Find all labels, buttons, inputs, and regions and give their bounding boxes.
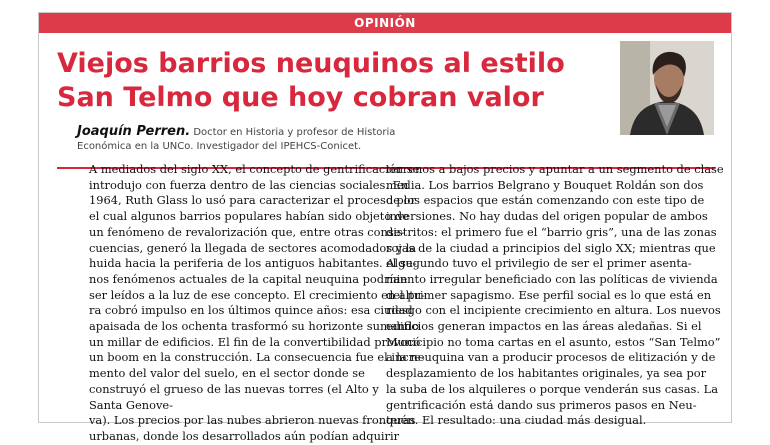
- author-name: Joaquín Perren.: [77, 124, 191, 139]
- text-line: inversiones. No hay dudas del origen popular de ambos: [386, 209, 708, 224]
- text-line: A mediados del siglo XX, el concepto de gentrificación se: [89, 162, 420, 176]
- text-line: urbanas, donde los desarrollados aún podían adquirir: [89, 428, 400, 443]
- text-line: la suba de los alquileres o porque venderán sus casas. La: [386, 381, 718, 396]
- text-line: gentrificación está dando sus primeros pasos en Neu-: [386, 397, 697, 412]
- text-line: el cual algunos barrios populares habían sido objeto de: [89, 209, 409, 224]
- author-byline: [77, 125, 407, 154]
- text-line: media. Los barrios Belgrano y Bouquet Roldán son dos: [386, 177, 704, 192]
- text-line: desplazamiento de los habitantes originales, ya sea por: [386, 366, 707, 381]
- text-line: de los espacios que están comenzando con este tipo de: [386, 193, 705, 208]
- text-line: apaisada de los ochenta trasformó su horizonte sumando: [89, 319, 420, 334]
- article-column-2: [386, 162, 724, 429]
- text-line: nos fenómenos actuales de la capital neuquina podrían: [89, 271, 408, 286]
- headline-line: Viejos barrios neuquinos al estilo: [57, 48, 565, 79]
- text-line: distritos: el primero fue el “barrio gris”, una de las zonas: [386, 224, 717, 239]
- text-line: introdujo con fuerza dentro de las ciencias sociales. En: [89, 177, 409, 192]
- text-line: un millar de edificios. El fin de la convertibilidad provocó: [89, 334, 421, 349]
- text-line: el segundo tuvo el privilegio de ser el primer asenta-: [386, 256, 692, 271]
- text-line: rojas de la ciudad a principios del siglo XX; mientras que: [386, 240, 716, 255]
- text-line: Municipio no toma cartas en el asunto, estos “San Telmo”: [386, 334, 721, 349]
- text-line: miento irregular beneficiado con las políticas de vivienda: [386, 271, 718, 286]
- text-line: cuencias, generó la llegada de sectores acomodados y la: [89, 240, 417, 255]
- text-line: ra cobró impulso en los últimos quince años: esa ciudad: [89, 303, 413, 318]
- text-line: 1964, Ruth Glass lo usó para caracterizar el proceso por: [89, 193, 416, 208]
- section-banner: OPINIÓN: [39, 13, 731, 33]
- author-photo: [620, 41, 714, 135]
- text-line: terrenos a bajos precios y apuntar a un segmento de clase: [386, 162, 724, 176]
- text-line: quén. El resultado: una ciudad más desigual.: [386, 413, 647, 428]
- text-line: va). Los precios por las nubes abrieron nuevas fronteras: [89, 413, 416, 428]
- headline: [57, 47, 567, 115]
- text-line: huida hacia la periferia de los antiguos habitantes. Algu-: [89, 256, 417, 271]
- text-line: del primer sapagismo. Ese perfil social es lo que está en: [386, 287, 712, 302]
- text-line: edificios generan impactos en las áreas aledañas. Si el: [386, 319, 702, 334]
- text-line: a la neuquina van a producir procesos de elitización y de: [386, 350, 716, 365]
- author-bio: Económica en la UNCo. Investigador del IPEHCS-Conicet.: [77, 141, 362, 152]
- text-line: mento del valor del suelo, en el sector donde se construyó el grueso de las nuevas torres (el Alto y Santa Genove-: [89, 366, 379, 412]
- text-line: ser leídos a la luz de ese concepto. El crecimiento en altu-: [89, 287, 426, 302]
- headline-line: San Telmo que hoy cobran valor: [57, 82, 544, 113]
- text-line: un boom en la construcción. La consecuencia fue el incre-: [89, 350, 425, 365]
- article-column-1: [89, 162, 426, 445]
- text-line: un fenómeno de revalorización que, entre otras conse-: [89, 224, 405, 239]
- text-line: riesgo con el incipiente crecimiento en altura. Los nuevos: [386, 303, 721, 318]
- author-bio: Doctor en Historia y profesor de Historia: [193, 127, 396, 138]
